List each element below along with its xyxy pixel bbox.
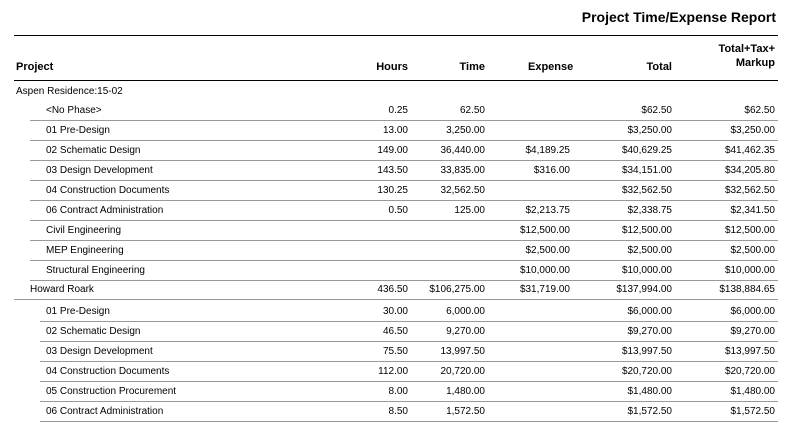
row-name: 01 Pre-Design xyxy=(46,306,110,317)
table-row xyxy=(40,302,778,322)
row-name: 03 Design Development xyxy=(46,165,153,176)
header-top-rule xyxy=(14,35,778,36)
row-expense xyxy=(510,342,570,362)
row-hours xyxy=(348,261,408,281)
row-hours: 143.50 xyxy=(377,165,408,176)
row-hours: 149.00 xyxy=(377,145,408,156)
row-total: $9,270.00 xyxy=(627,326,672,337)
row-name: 01 Pre-Design xyxy=(46,125,110,136)
table-row xyxy=(30,221,778,241)
row-hours: 0.50 xyxy=(388,205,408,216)
row-total: $10,000.00 xyxy=(621,265,672,276)
table-row xyxy=(40,342,778,362)
col-header-expense: Expense xyxy=(528,61,574,73)
row-name: 02 Schematic Design xyxy=(46,326,141,337)
table-row xyxy=(40,322,778,342)
row-expense xyxy=(510,302,570,322)
table-row xyxy=(30,121,778,141)
row-name: MEP Engineering xyxy=(46,245,124,256)
row-time: 125.00 xyxy=(454,205,485,216)
row-name: Structural Engineering xyxy=(46,265,145,276)
row-total-tax-markup: $20,720.00 xyxy=(724,366,775,377)
row-total-tax-markup: $13,997.50 xyxy=(724,346,775,357)
col-header-total: Total xyxy=(646,61,672,73)
row-total-tax-markup: $12,500.00 xyxy=(724,225,775,236)
row-divider xyxy=(40,421,778,422)
row-time: 20,720.00 xyxy=(440,366,485,377)
row-name: Civil Engineering xyxy=(46,225,122,236)
row-time xyxy=(425,221,485,241)
row-total-tax-markup: $1,572.50 xyxy=(730,406,775,417)
row-time: 32,562.50 xyxy=(440,185,485,196)
header-bottom-rule xyxy=(14,80,778,81)
row-expense xyxy=(510,181,570,201)
row-hours: 13.00 xyxy=(382,125,408,136)
row-time: 3,250.00 xyxy=(446,125,485,136)
row-time: 33,835.00 xyxy=(440,165,485,176)
row-expense xyxy=(510,402,570,422)
row-name: 02 Schematic Design xyxy=(46,145,141,156)
row-time xyxy=(425,241,485,261)
table-row xyxy=(30,141,778,161)
row-expense: $4,189.25 xyxy=(525,145,570,156)
row-hours: 130.25 xyxy=(377,185,408,196)
row-name: 05 Construction Procurement xyxy=(46,386,177,397)
row-expense: $2,213.75 xyxy=(525,205,570,216)
row-hours: 8.00 xyxy=(388,386,408,397)
row-total-tax-markup: $2,341.50 xyxy=(730,205,775,216)
table-row xyxy=(40,362,778,382)
row-hours: 112.00 xyxy=(378,366,408,377)
row-total: $2,338.75 xyxy=(627,205,672,216)
row-total-tax-markup: $62.50 xyxy=(744,105,775,116)
row-total: $40,629.25 xyxy=(621,145,672,156)
row-total: $137,994.00 xyxy=(616,284,672,295)
row-hours: 30.00 xyxy=(382,306,408,317)
row-total: $32,562.50 xyxy=(621,185,672,196)
col-header-hours: Hours xyxy=(376,61,408,73)
row-name: Howard Roark xyxy=(30,284,94,295)
row-total: $3,250.00 xyxy=(627,125,672,136)
row-expense: $12,500.00 xyxy=(519,225,570,236)
project-group-label: Aspen Residence:15-02 xyxy=(16,86,123,97)
table-row xyxy=(30,241,778,261)
row-expense: $2,500.00 xyxy=(525,245,570,256)
table-row xyxy=(30,181,778,201)
report-title: Project Time/Expense Report xyxy=(581,9,776,25)
row-time: $106,275.00 xyxy=(429,284,485,295)
row-hours xyxy=(348,221,408,241)
table-row xyxy=(30,201,778,221)
row-expense xyxy=(510,101,570,121)
row-total-tax-markup: $1,480.00 xyxy=(730,386,775,397)
row-time: 9,270.00 xyxy=(446,326,485,337)
row-total: $1,480.00 xyxy=(627,386,672,397)
row-total: $34,151.00 xyxy=(621,165,672,176)
table-row xyxy=(14,280,778,300)
row-total-tax-markup: $32,562.50 xyxy=(724,185,775,196)
row-divider xyxy=(14,299,778,300)
row-hours: 75.50 xyxy=(382,346,408,357)
row-expense xyxy=(510,322,570,342)
row-total: $1,572.50 xyxy=(627,406,672,417)
row-expense xyxy=(510,121,570,141)
row-time xyxy=(425,261,485,281)
table-row xyxy=(30,261,778,281)
col-header-total-tax-markup xyxy=(680,42,775,70)
row-hours: 436.50 xyxy=(377,284,408,295)
row-time: 13,997.50 xyxy=(440,346,485,357)
table-row xyxy=(40,402,778,422)
col-header-ttm-line1: Total+Tax+ xyxy=(718,43,775,55)
row-hours: 46.50 xyxy=(382,326,408,337)
row-time: 6,000.00 xyxy=(446,306,485,317)
row-hours: 0.25 xyxy=(388,105,408,116)
row-name: 03 Design Development xyxy=(46,346,153,357)
row-name: <No Phase> xyxy=(46,105,102,116)
col-header-ttm-line2: Markup xyxy=(735,57,775,69)
row-total-tax-markup: $10,000.00 xyxy=(724,265,775,276)
row-hours xyxy=(348,241,408,261)
row-total-tax-markup: $2,500.00 xyxy=(730,245,775,256)
row-time: 36,440.00 xyxy=(440,145,485,156)
row-name: 06 Contract Administration xyxy=(46,205,164,216)
row-total-tax-markup: $6,000.00 xyxy=(730,306,775,317)
row-expense xyxy=(510,362,570,382)
row-total: $62.50 xyxy=(641,105,672,116)
row-name: 04 Construction Documents xyxy=(46,185,170,196)
col-header-project: Project xyxy=(16,61,54,73)
col-header-time: Time xyxy=(459,61,485,73)
row-expense: $31,719.00 xyxy=(519,284,570,295)
row-total-tax-markup: $41,462.35 xyxy=(724,145,775,156)
row-time: 1,480.00 xyxy=(446,386,485,397)
row-expense: $316.00 xyxy=(533,165,570,176)
row-expense: $10,000.00 xyxy=(519,265,570,276)
row-hours: 8.50 xyxy=(388,406,408,417)
table-row xyxy=(30,161,778,181)
row-name: 06 Contract Administration xyxy=(46,406,164,417)
row-total-tax-markup: $3,250.00 xyxy=(730,125,775,136)
row-time: 1,572.50 xyxy=(446,406,485,417)
row-time: 62.50 xyxy=(459,105,485,116)
row-total-tax-markup: $34,205.80 xyxy=(724,165,775,176)
row-total: $13,997.50 xyxy=(621,346,672,357)
row-total-tax-markup: $9,270.00 xyxy=(730,326,775,337)
row-expense xyxy=(510,382,570,402)
row-total: $12,500.00 xyxy=(621,225,672,236)
row-total-tax-markup: $138,884.65 xyxy=(719,284,775,295)
row-total: $20,720.00 xyxy=(621,366,672,377)
row-total: $6,000.00 xyxy=(627,306,672,317)
table-row xyxy=(40,382,778,402)
row-name: 04 Construction Documents xyxy=(46,366,170,377)
row-total: $2,500.00 xyxy=(627,245,672,256)
table-row xyxy=(30,101,778,121)
